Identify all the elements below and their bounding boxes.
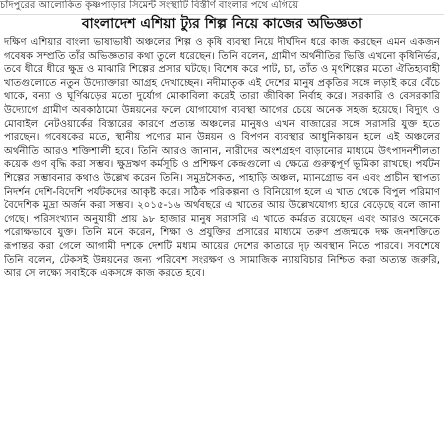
running-header: চাঁদপুরের আলোকিত কৃষ্ণপাড়ার সিমেন্ট সংস্থাটি বিস্তীর্ণ বাংলার পথে এগিয়ে — [0, 0, 444, 15]
article-title: বাংলাদেশ এশিয়া ট্যুর শিল্প নিয়ে কাজের অভিজ্ঞতা — [81, 16, 363, 32]
article-body — [4, 36, 440, 432]
body-paragraph: দক্ষিণ এশিয়ার বাংলা ভাষাভাষী অঞ্চলের শিল্প ও কৃষি ব্যবস্থা নিয়ে দীর্ঘদিন ধরে কাজ করছেন এমন একজন গবেষক সম্প্রতি তাঁর অভিজ্ঞতার কথা তুলে ধরেছেন। তিনি বলেন, গ্রামীণ অর্থনীতির ভিত্তি এখনো কৃষিনির্ভর, তবে ধীরে ধীরে ক্ষুদ্র ও মাঝারি শিল্পের প্রসার ঘটছে। বিশেষ করে পাট, চা, তাঁত ও মৃৎশিল্পের মতো ঐতিহ্যবাহী খাতগুলোতে নতুন উদ্যোক্তারা আগ্রহ দেখাচ্ছেন। নদীমাতৃক এই দেশের মানুষ প্রকৃতির সঙ্গে লড়াই করে বেঁচে থাকে, বন্যা ও ঘূর্ণিঝড়ের মতো দুর্যোগ মোকাবিলা করেই তারা জীবিকা নির্বাহ করে। সরকারি ও বেসরকারি উদ্যোগে গ্রামীণ অবকাঠামো উন্নয়নের ফলে যোগাযোগ ব্যবস্থা আগের চেয়ে অনেক সহজ হয়েছে। বিদ্যুৎ ও মোবাইল নেটওয়ার্কের বিস্তারের কারণে প্রত্যন্ত অঞ্চলের মানুষও এখন বাজারের সঙ্গে সরাসরি যুক্ত হতে পারছেন। গবেষকের মতে, স্থানীয় পণ্যের মান উন্নয়ন ও বিপণন ব্যবস্থার আধুনিকায়ন হলে এই অঞ্চলের অর্থনীতি আরও শক্তিশালী হবে। তিনি আরও জানান, নারীদের অংশগ্রহণ বাড়ানোর মাধ্যমে উৎপাদনশীলতা কয়েক গুণ বৃদ্ধি করা সম্ভব। ক্ষুদ্রঋণ কর্মসূচি ও প্রশিক্ষণ কেন্দ্রগুলো এ ক্ষেত্রে গুরুত্বপূর্ণ ভূমিকা রাখছে। পর্যটন শিল্পের সম্ভাবনার কথাও উল্লেখ করেন তিনি। সমুদ্রসৈকত, পাহাড়ি অঞ্চল, ম্যানগ্রোভ বন এবং প্রাচীন স্থাপত্য নিদর্শন দেশি-বিদেশি পর্যটকদের আকৃষ্ট করে। সঠিক পরিকল্পনা ও বিনিয়োগ হলে এ খাত থেকে বিপুল পরিমাণ বৈদেশিক মুদ্রা অর্জন করা সম্ভব। ২০১৫-১৬ অর্থবছরে এ খাতের আয় উল্লেখযোগ্য হারে বেড়েছে বলে জানা গেছে। পরিসংখ্যান অনুযায়ী প্রায় ৯৮ হাজার মানুষ সরাসরি এ খাতে কর্মরত রয়েছেন এবং আরও অনেকে পরোক্ষভাবে যুক্ত। তিনি মনে করেন, শিক্ষা ও প্রযুক্তির প্রসারের মাধ্যমে তরুণ প্রজন্মকে দক্ষ জনশক্তিতে রূপান্তর করা গেলে আগামী দশকে দেশটি মধ্যম আয়ের দেশের কাতারে দৃঢ় অবস্থান নিতে পারবে। সবশেষে তিনি বলেন, টেকসই উন্নয়নের জন্য পরিবেশ সংরক্ষণ ও সামাজিক ন্যায়বিচার নিশ্চিত করা অত্যন্ত জরুরি, আর সে লক্ষ্যে সবাইকে একসঙ্গে কাজ করতে হবে। — [4, 37, 440, 280]
